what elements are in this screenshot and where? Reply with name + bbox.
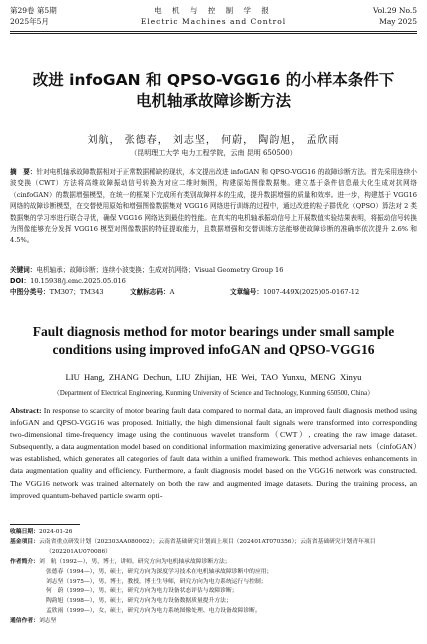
- abstract-label-en: Abstract:: [10, 406, 42, 415]
- english-title: [10, 323, 417, 359]
- bio-1: 刘 航（1992—），男，博士，讲师，研究方向为电机轴承故障诊断方法；: [39, 558, 231, 565]
- abstract-text-cn: 针对电机轴承故障数据相对于正常数据稀缺的现状，本文提出改进 infoGAN 和 QPSO-VGG16 的故障诊断方法。首先采用连续小波变换（CWT）方法将高维故障振动信号转换为对应二维时频图，构建原始图像数据集。建立基于条件信息最大化生成对抗网络（cinfoGAN）的数据增强模型，在统一的框架下完成所有类别故障样本的生成，提升数据增强的质量和效率。进一步，构建基于 VGG16 网络的故障诊断模型，在交替使用原始和增强图像数据集对 VGG16 网络进行训练的过程中，通过改进的粒子群优化（QPSO）算法对 2 类数据集的学习率进行联合寻优，确保 VGG16 网络达到最佳的性能。在真实的电机轴承振动信号上开展数值实验结果表明，将振动信号转换为图像能够充分发挥 VGG16 模型对图像数据的特征提取能力，且数据增强和交替训练方法能够使故障诊断的准确率依次提升 2.6% 和 4.5%。: [10, 168, 418, 245]
- keywords: [10, 265, 417, 275]
- english-abstract: [10, 405, 417, 502]
- footnotes: [10, 528, 417, 627]
- clc-value: TM307；TM343: [49, 288, 104, 296]
- bio-2: 张德春（1994—），男，硕士，研究方向为深度学习技术在电机轴承故障诊断中的应用；: [46, 568, 273, 575]
- clc-label: 中图分类号：: [10, 288, 50, 296]
- header-vol-no: Vol.29 No.5: [372, 6, 417, 15]
- classification-line: [10, 287, 417, 297]
- chinese-affiliation: （昆明理工大学 电力工程学院，云南 昆明 650500）: [130, 149, 297, 157]
- english-authors: LIU Hang, ZHANG Dechun, LIU Zhijian, HE Wei, TAO Yunxu, MENG Xinyu: [65, 372, 362, 382]
- corresponding-line: [10, 617, 417, 627]
- doc-code-value: A: [169, 288, 175, 296]
- bio-label: 作者简介：: [10, 558, 39, 565]
- bio-line-1: [10, 558, 417, 568]
- journal-name-en: Electric Machines and Control: [140, 17, 287, 26]
- article-no-label: 文章编号：: [230, 288, 263, 296]
- chinese-title-line-1: 改进 infoGAN 和 QPSO-VGG16 的小样本条件下: [32, 71, 395, 89]
- keywords-label: 关键词：: [10, 266, 37, 274]
- english-title-line-2: conditions using improved infoGAN and QPSO-VGG16: [52, 342, 375, 357]
- received-line: [10, 528, 417, 538]
- header-rule-bottom: [10, 33, 417, 34]
- header-date-cn: 2025年5月: [10, 17, 49, 26]
- bio-6: 孟欣雨（1999—），女，硕士，研究方向为电力系统图像处理、电力设备故障诊断。: [46, 608, 261, 615]
- chinese-title-line-2: 电机轴承故障诊断方法: [135, 92, 291, 110]
- english-title-line-1: Fault diagnosis method for motor bearings under small sample: [32, 324, 395, 339]
- doi-value: 10.15938/j.emc.2025.05.016: [30, 277, 126, 285]
- corresponding-label: 通信作者：: [10, 618, 39, 625]
- received-label: 收稿日期：: [10, 529, 39, 535]
- bio-5: 陶韵旭（1998—），男，硕士，研究方向为电力设备数据质量提升方法；: [46, 598, 232, 605]
- clc-block: [10, 287, 130, 297]
- fund-label: 基金项目：: [10, 538, 39, 545]
- chinese-abstract: [10, 167, 417, 247]
- chinese-authors: 刘航， 张德春， 刘志坚， 何蔚， 陶韵旭， 孟欣雨: [87, 135, 340, 146]
- article-no-block: [230, 288, 359, 296]
- doc-code-block: [130, 287, 230, 297]
- running-header: [10, 5, 417, 31]
- fund-line-2: （202201AU070086）: [46, 548, 111, 555]
- journal-name-cn: 电 机 与 控 制 学 报: [154, 6, 273, 15]
- keywords-text: 电机轴承；故障诊断；连续小波变换；生成对抗网络；Visual Geometry Group 16: [36, 266, 284, 274]
- doi-line: [10, 276, 417, 286]
- abstract-text-en: In response to scarcity of motor bearing fault data compared to normal data, an improved fault diagnosis method using infoGAN and QPSO-VGG16 was proposed. Initially, the high dimensional fault signals were transformed into corresponding two-dimensional time-frequency image using the continuous wavelet transform（CWT）, creating the raw image dataset. Subsequently, a data augmentation model based on conditional information maximizing generative adversarial nets（cinfoGAN）was established, which generates all categories of fault data within a unified framework. This method achieves enhancements in data augmentation quality and efficiency. Furthermore, a fault diagnosis model based on the VGG16 network was constructed. The VGG16 network was trained alternately on both the raw and augmented image datasets. During the training process, an improved quantum-behaved particle swarm opti-: [10, 406, 417, 500]
- fund-text-1: 云南省重点研发计划（202303AA080002）；云南省基础研究计划面上项目（202401AT070356）；云南省基础研究计划青年项目: [39, 538, 376, 545]
- fund-line-1: [10, 538, 417, 548]
- header-volume: 第29卷 第5期: [10, 6, 57, 15]
- header-rule-top: [10, 31, 417, 32]
- abstract-label-cn: 摘 要：: [10, 168, 37, 176]
- received-date: 2024-01-26: [39, 529, 73, 535]
- header-volume-en: [373, 5, 417, 27]
- doc-code-label: 文献标志码：: [130, 288, 170, 296]
- article-no-value: 1007-449X(2025)05-0167-12: [262, 288, 360, 296]
- corresponding-author: 刘志坚: [39, 618, 57, 625]
- english-affiliation: （Department of Electrical Engineering, Kunming University of Science and Technology, Kunming 650500, China）: [53, 390, 374, 397]
- header-date-en: May 2025: [379, 17, 417, 26]
- footnote-rule: [10, 524, 80, 525]
- bio-3: 刘志坚（1975—），男，博士，教授，博士生导师，研究方向为电力系统运行与控制；: [46, 578, 267, 585]
- doi-label: DOI：: [10, 277, 31, 285]
- bio-4: 何 蔚（1999—），男，硕士，研究方向为电力设备状态评估与故障诊断；: [46, 588, 238, 595]
- chinese-title: [10, 70, 417, 112]
